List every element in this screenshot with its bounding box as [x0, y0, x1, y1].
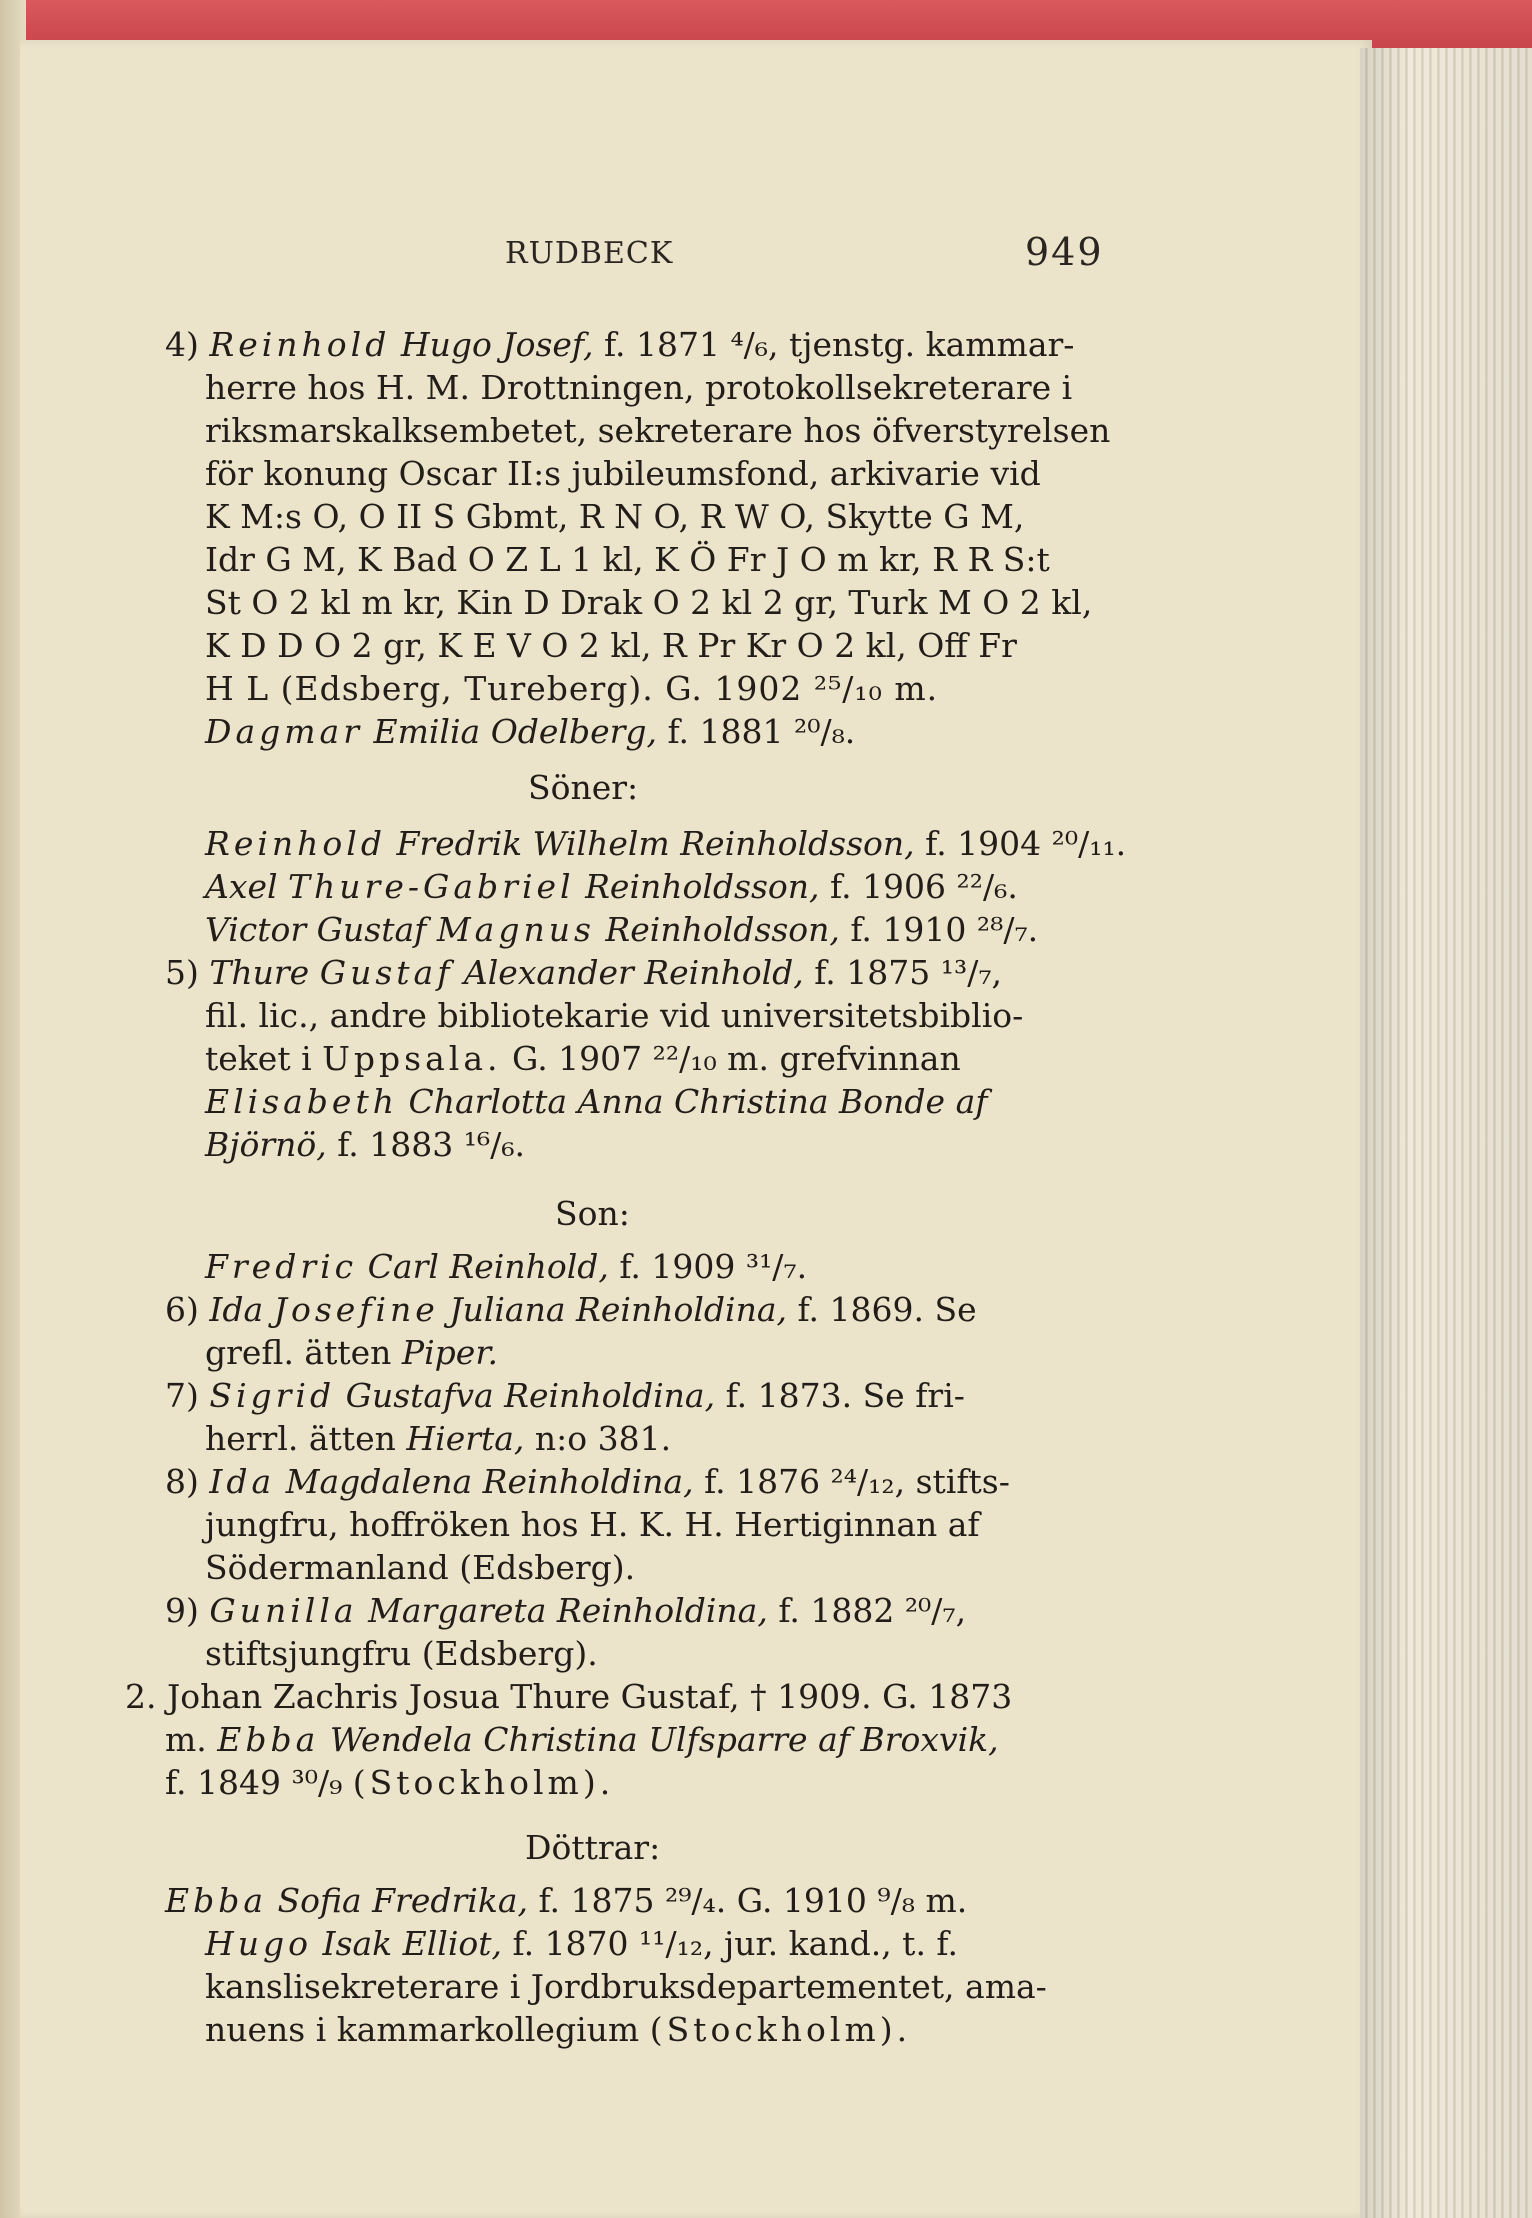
page-edges-shade: [1360, 48, 1532, 2218]
entry-6-line-1: 6) Ida Josefine Juliana Reinholdina, f. 1869. Se: [165, 1290, 977, 1329]
entry-4-line-10: Dagmar Emilia Odelberg, f. 1881 ²⁰/₈.: [205, 712, 856, 751]
soner-heading: Söner:: [528, 768, 639, 807]
entry-5-line-4: Elisabeth Charlotta Anna Christina Bonde af: [205, 1082, 988, 1121]
daughter-line-4: nuens i kammarkollegium (Stockholm).: [205, 2010, 912, 2049]
entry-8-line-3: Södermanland (Edsberg).: [205, 1548, 636, 1587]
entry-2-line-3: f. 1849 ³⁰/₉ (Stockholm).: [165, 1763, 615, 1802]
son-line-2: Axel Thure-Gabriel Reinholdsson, f. 1906 ²²/₆.: [205, 867, 1018, 906]
entry-4-line-1: 4) Reinhold Hugo Josef, f. 1871 ⁴/₆, tjenstg. kammar-: [165, 325, 1075, 364]
entry-4-line-5: K M:s O, O II S Gbmt, R N O, R W O, Skytte G M,: [205, 497, 1025, 536]
entry-7-line-2: herrl. ätten Hierta, n:o 381.: [205, 1419, 672, 1458]
son-line-3: Victor Gustaf Magnus Reinholdsson, f. 1910 ²⁸/₇.: [205, 910, 1039, 949]
entry-2-line-2: m. Ebba Wendela Christina Ulfsparre af Broxvik,: [165, 1720, 999, 1759]
running-title: RUDBECK: [505, 236, 674, 271]
entry-8-line-1: 8) Ida Magdalena Reinholdina, f. 1876 ²⁴/₁₂, stifts-: [165, 1462, 1010, 1501]
entry-4-line-2: herre hos H. M. Drottningen, protokollsekreterare i: [205, 368, 1073, 407]
entry-5-line-5: Björnö, f. 1883 ¹⁶/₆.: [205, 1125, 526, 1164]
son5-line: Fredric Carl Reinhold, f. 1909 ³¹/₇.: [205, 1247, 808, 1286]
entry-2-line-1: 2. Johan Zachris Josua Thure Gustaf, † 1909. G. 1873: [125, 1677, 1013, 1716]
entry-7-line-1: 7) Sigrid Gustafva Reinholdina, f. 1873. Se fri-: [165, 1376, 965, 1415]
daughter-line-2: Hugo Isak Elliot, f. 1870 ¹¹/₁₂, jur. kand., t. f.: [205, 1924, 958, 1963]
entry-5-line-1: 5) Thure Gustaf Alexander Reinhold, f. 1875 ¹³/₇,: [165, 953, 1003, 992]
daughter-line-3: kanslisekreterare i Jordbruksdepartementet, ama-: [205, 1967, 1047, 2006]
entry-4-line-9: H L (Edsberg, Tureberg). G. 1902 ²⁵/₁₀ m.: [205, 669, 939, 708]
entry-9-line-1: 9) Gunilla Margareta Reinholdina, f. 1882 ²⁰/₇,: [165, 1591, 967, 1630]
entry-9-line-2: stiftsjungfru (Edsberg).: [205, 1634, 598, 1673]
entry-4-line-8: K D D O 2 gr, K E V O 2 kl, R Pr Kr O 2 kl, Off Fr: [205, 626, 1017, 665]
entry-4-line-6: Idr G M, K Bad O Z L 1 kl, K Ö Fr J O m kr, R R S:t: [205, 540, 1050, 579]
entry-5-line-2: fil. lic., andre bibliotekarie vid universitetsbiblio-: [205, 996, 1024, 1035]
entry-4-line-7: St O 2 kl m kr, Kin D Drak O 2 kl 2 gr, Turk M O 2 kl,: [205, 583, 1093, 622]
son-heading: Son:: [555, 1194, 630, 1233]
dottrar-heading: Döttrar:: [525, 1828, 661, 1867]
entry-4-line-4: för konung Oscar II:s jubileumsfond, arkivarie vid: [205, 454, 1041, 493]
page-number: 949: [1025, 230, 1104, 274]
entry-8-line-2: jungfru, hoffröken hos H. K. H. Hertiginnan af: [205, 1505, 980, 1544]
entry-6-line-2: grefl. ätten Piper.: [205, 1333, 498, 1372]
entry-5-line-3: teket i Uppsala. G. 1907 ²²/₁₀ m. grefvinnan: [205, 1039, 961, 1078]
daughter-line-1: Ebba Sofia Fredrika, f. 1875 ²⁹/₄. G. 1910 ⁹/₈ m.: [165, 1881, 968, 1920]
son-line-1: Reinhold Fredrik Wilhelm Reinholdsson, f. 1904 ²⁰/₁₁.: [205, 824, 1127, 863]
entry-4-line-3: riksmarskalksembetet, sekreterare hos öfverstyrelsen: [205, 411, 1111, 450]
